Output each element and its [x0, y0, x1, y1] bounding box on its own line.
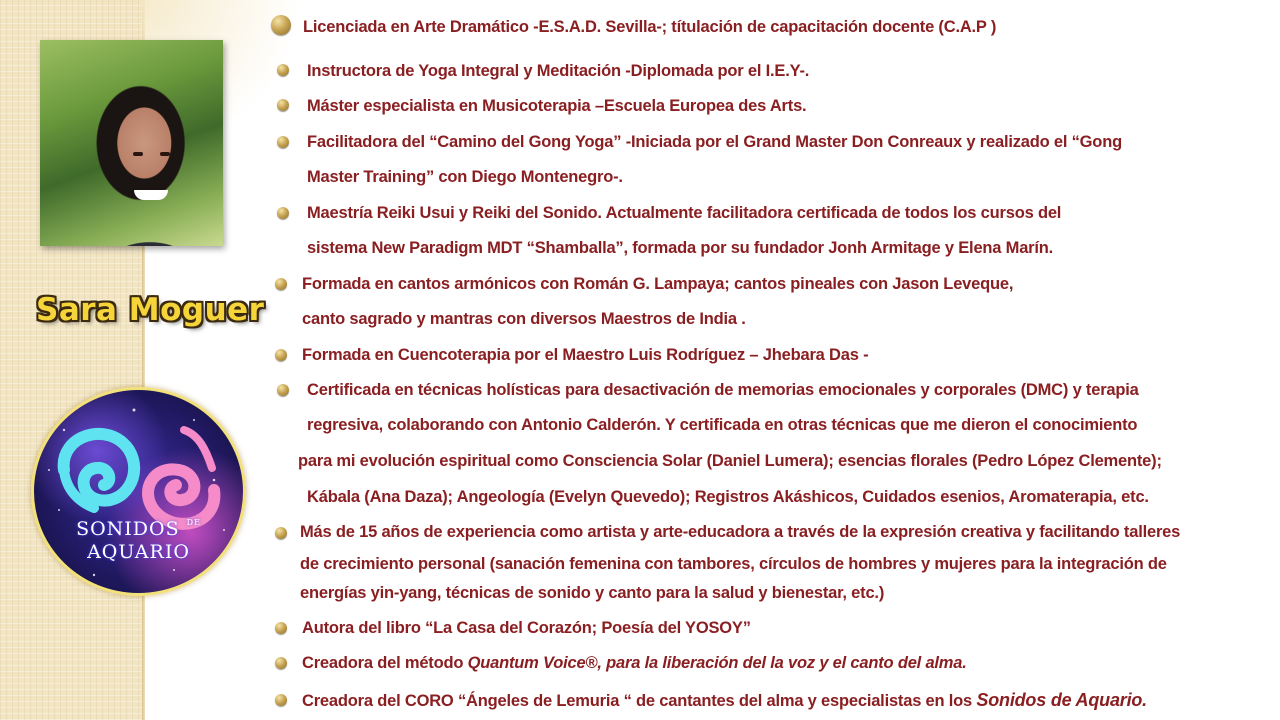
logo-text-line2: AQUARIO: [87, 541, 190, 563]
logo-word-de: DE: [186, 518, 201, 527]
photo-detail: [134, 190, 168, 200]
list-item-text: Formada en Cuencoterapia por el Maestro Luis Rodríguez – Jhebara Das -: [302, 346, 869, 364]
bullet-icon: [277, 64, 289, 76]
bullet-icon: [275, 349, 287, 361]
list-item-text: Más de 15 años de experiencia como artista y arte-educadora a través de la expresión creativa y facilitando talleres: [300, 523, 1181, 541]
list-item-text: Maestría Reiki Usui y Reiki del Sonido. Actualmente facilitadora certificada de todos los cursos del: [307, 204, 1062, 222]
list-item-text: [302, 654, 967, 673]
list-item-text: regresiva, colaborando con Antonio Calderón. Y certificada en otras técnicas que me dieron el conocimiento: [307, 416, 1138, 434]
list-item-text: Licenciada en Arte Dramático -E.S.A.D. Sevilla-; títulación de capacitación docente (C.A.P ): [303, 18, 997, 36]
list-item-italic: Sonidos de Aquario.: [976, 690, 1147, 710]
bullet-icon: [277, 99, 289, 111]
list-item-italic: Quantum Voice®, para la liberación del la voz y el canto del alma.: [467, 654, 967, 672]
list-item-text: Autora del libro “La Casa del Corazón; Poesía del YOSOY”: [302, 619, 751, 637]
bullet-icon: [275, 278, 287, 290]
list-item-text: canto sagrado y mantras con diversos Maestros de India .: [302, 310, 746, 328]
list-item-text: Facilitadora del “Camino del Gong Yoga” -Iniciada por el Grand Master Don Conreaux y realizado el “Gong: [307, 133, 1122, 151]
list-item-text: energías yin-yang, técnicas de sonido y canto para la salud y bienestar, etc.): [300, 584, 885, 602]
list-item-text: Kábala (Ana Daza); Angeología (Evelyn Quevedo); Registros Akáshicos, Cuidados esenios, Aromaterapia, etc.: [307, 488, 1149, 506]
profile-name: Sara Moguer: [36, 292, 265, 328]
list-item-text: de crecimiento personal (sanación femenina con tambores, círculos de hombres y mujeres para la integración de: [300, 555, 1167, 573]
bullet-icon: [275, 694, 287, 706]
bullet-icon: [275, 527, 287, 539]
photo-detail: [133, 152, 143, 156]
list-item-prefix: Creadora del método: [302, 654, 468, 672]
bullet-icon: [277, 207, 289, 219]
bullet-icon: [275, 622, 287, 634]
list-item-text: Master Training” con Diego Montenegro-.: [307, 168, 623, 186]
list-item-text: Formada en cantos armónicos con Román G. Lampaya; cantos pineales con Jason Leveque,: [302, 275, 1014, 293]
list-item-text: [302, 690, 1147, 711]
list-item-prefix: Creadora del CORO “Ángeles de Lemuria “ de cantantes del alma y especialistas en los: [302, 692, 977, 710]
logo-word-sonidos: SONIDOS: [76, 518, 180, 540]
bullet-icon: [275, 657, 287, 669]
list-item-text: sistema New Paradigm MDT “Shamballa”, formada por su fundador Jonh Armitage y Elena Marín.: [307, 239, 1054, 257]
list-item-text: para mi evolución espiritual como Consciencia Solar (Daniel Lumera); esencias florales (Pedro López Clemente);: [298, 452, 1162, 470]
list-item-text: Instructora de Yoga Integral y Meditación -Diplomada por el I.E.Y-.: [307, 62, 810, 80]
sonidos-de-aquario-logo: [31, 387, 246, 596]
profile-photo: [40, 40, 223, 246]
bullet-icon: [277, 136, 289, 148]
logo-text-line1: [34, 518, 243, 540]
list-item-text: Certificada en técnicas holísticas para desactivación de memorias emocionales y corporales (DMC) y terapia: [307, 381, 1139, 399]
photo-detail: [160, 152, 170, 156]
bullet-icon: [277, 384, 289, 396]
list-item-text: Máster especialista en Musicoterapia –Escuela Europea des Arts.: [307, 97, 807, 115]
bullet-icon: [271, 15, 291, 35]
